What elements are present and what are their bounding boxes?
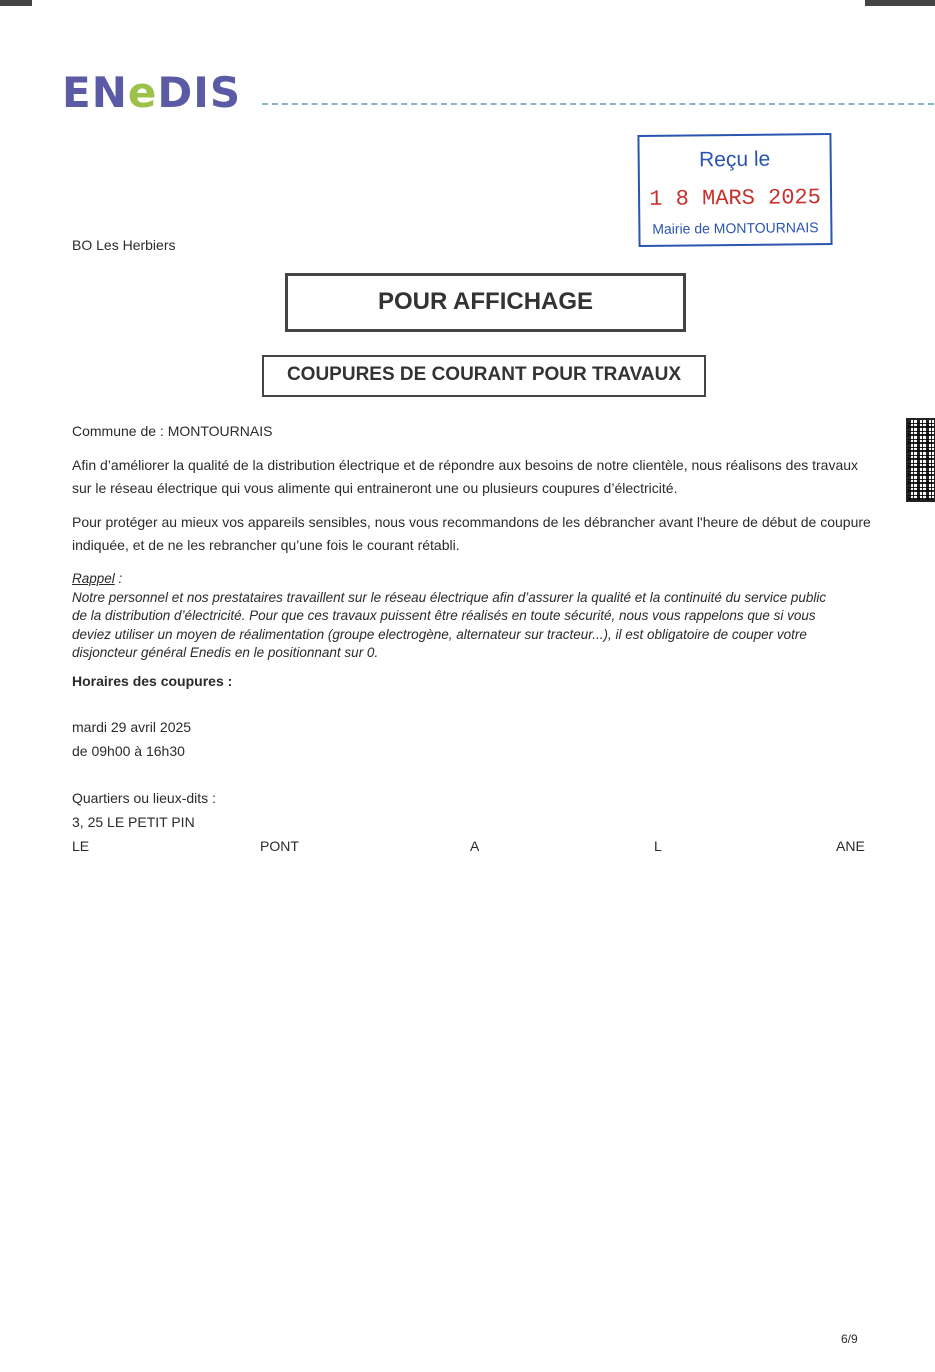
locations-title: Quartiers ou lieux-dits : [72,790,216,806]
cut-time: de 09h00 à 16h30 [72,743,185,759]
reminder-line-4: disjoncteur général Enedis en le positionnant sur 0. [72,645,379,660]
sender-office: BO Les Herbiers [72,237,176,253]
datamatrix-code [906,418,935,502]
location-item-2-part-4: L [654,838,662,854]
reminder-title-suffix: : [114,571,123,586]
reminder-line-2: de la distribution d’électricité. Pour que ces travaux puissent être réalisés en toute sécurité, nous vous rappelons que si vous [72,608,816,623]
logo-text-prefix: EN [62,68,128,117]
stamp-date: 1 8 MARS 2025 [649,185,822,212]
power-cut-subheader-box: COUPURES DE COURANT POUR TRAVAUX [262,355,706,397]
logo-dashed-line [262,103,934,105]
advice-line-2: indiquée, et de ne les rebrancher qu’une fois le courant rétabli. [72,537,460,553]
reminder-paragraph [72,570,872,663]
reminder-line-1: Notre personnel et nos prestataires travaillent sur le réseau électrique afin d’assurer la qualité et la continuité du service public [72,589,827,605]
cut-date: mardi 29 avril 2025 [72,719,192,735]
enedis-logo [62,68,242,117]
location-item-2-part-3: A [470,838,480,854]
page-number: 6/9 [841,1332,858,1346]
posting-header-box: POUR AFFICHAGE [285,273,686,332]
location-item-1: 3, 25 LE PETIT PIN [72,814,195,830]
reminder-title: Rappel [72,571,115,586]
stamp-received-label: Reçu le [698,147,771,172]
schedule-title: Horaires des coupures : [72,673,233,689]
advice-line-1: Pour protéger au mieux vos appareils sensibles, nous vous recommandons de les débrancher avant l'heure de début de coupure [72,514,871,530]
intro-paragraph [72,454,872,500]
received-stamp [637,133,832,247]
commune-line: Commune de : MONTOURNAIS [72,423,273,439]
advice-paragraph [72,511,872,557]
logo-text-accent: e [127,68,158,117]
intro-line-2: sur le réseau électrique qui vous alimente qui entraineront une ou plusieurs coupures d’électricité. [72,480,678,496]
location-item-2-part-2: PONT [260,838,299,854]
reminder-line-3: deviez utiliser un moyen de réalimentation (groupe electrogène, alternateur sur tracteur...), il est obligatoire de couper votre [72,626,807,642]
intro-line-1: Afin d’améliorer la qualité de la distribution électrique et de répondre aux besoins de notre clientèle, nous réalisons des travaux [72,457,859,473]
scan-edge-mark-right [865,0,935,6]
logo-text-suffix: DIS [157,68,242,117]
location-item-2-part-5: ANE [836,838,865,854]
reminder-heading [72,570,872,589]
scan-edge-mark-left [0,0,32,6]
location-item-2-part-1: LE [72,838,90,854]
stamp-town-hall: Mairie de MONTOURNAIS [652,219,819,237]
